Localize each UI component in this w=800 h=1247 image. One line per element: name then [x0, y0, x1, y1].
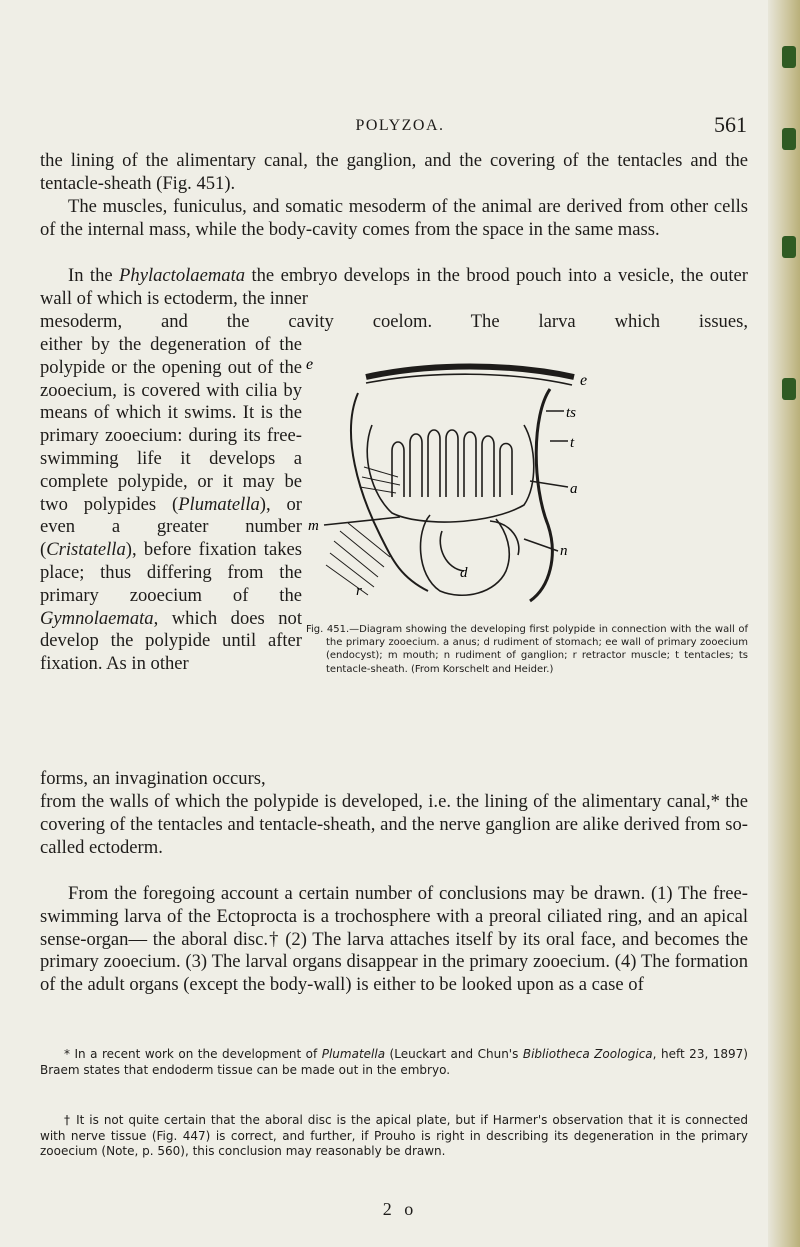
figure-caption	[306, 623, 748, 676]
running-header-title: POLYZOA.	[355, 117, 445, 134]
stomach-rudiment-outline	[421, 515, 510, 595]
zooecium-wall-top	[366, 367, 574, 378]
wrapped-continuation: forms, an invagination occurs,	[40, 768, 266, 789]
label-a: a	[570, 481, 578, 497]
label-t: t	[570, 435, 575, 451]
tentacle-shape	[482, 436, 494, 497]
caption-text: —Diagram showing the developing first polypide in connection with the wall of the primary zooecium. a anus; d rudiment of stomach; ee wall of primary zooecium (endocyst); m mouth; n rudiment of ganglion; r retractor muscle; t tentacles; ts tentacle-sheath. (From Korschelt and Heider.)	[326, 624, 748, 675]
polypide-diagram	[300, 355, 600, 615]
label-e-right: e	[580, 372, 588, 389]
gymnolaemata-term: Gymnolaemata	[40, 607, 154, 629]
paragraph-5: From the foregoing account a certain number of conclusions may be drawn. (1) The free-swimming larva of the Ectoprocta is a trochosphere with a preoral ciliated ring, and an apical sense-organ— the aboral disc.† (2) The larva attaches itself by its oral face, and becomes the primary zooecium. (3) The larval organs disappear in the primary zooecium. (4) The formation of the adult organs (except the body-wall) is either to be looked upon as a case of	[40, 883, 748, 996]
tentacle-shape	[464, 432, 476, 497]
tentacle-shape	[392, 442, 404, 497]
label-n: n	[560, 543, 568, 559]
wrapped-paragraph: either by the degeneration of the polypide or the opening out of the zooecium, is covered with cilia by means of which it swims. It is the primary zooecium: during its free-swimming life it develops a complete polypide, or it may be two polypides (Plumatella), or even a greater number (Cristatella), before fixation takes place; thus differing from the primary zooecium of the Gymnolaemata, which does not develop the polypide until after fixation. As in other	[40, 334, 303, 675]
zooecium-wall-inner-top	[366, 374, 572, 385]
leader-a	[530, 481, 568, 487]
page-edge-tab	[782, 46, 796, 68]
ganglion-rudiment	[490, 521, 519, 555]
label-ts: ts	[566, 405, 577, 421]
footnote-dagger: † It is not quite certain that the aboral disc is the apical plate, but if Harmer's observation that it is connected with nerve tissue (Fig. 447) is correct, and further, if Prouho is right in describing its degeneration in the primary zooecium (Note, p. 560), this conclusion may reasonably be drawn.	[40, 1113, 748, 1159]
mouth-region-hatch	[360, 467, 400, 493]
tentacle-shape	[446, 430, 458, 497]
tentacle-shape	[428, 430, 440, 497]
cristatella-term: Cristatella	[46, 539, 126, 561]
paragraph-2: The muscles, funiculus, and somatic mesoderm of the animal are derived from other cells of the internal mass, while the body-cavity comes from the space in the same mass.	[40, 196, 748, 240]
phylactolaemata-term: Phylactolaemata	[119, 265, 246, 286]
paragraph-3-line: mesoderm, and the cavity coelom. The larva which issues,	[40, 311, 748, 332]
page-edge-strip	[768, 0, 800, 1247]
signature-mark: 2 o	[382, 1199, 418, 1219]
leader-m	[324, 517, 400, 525]
tentacle-shape	[410, 434, 422, 497]
page-edge-tab	[782, 378, 796, 400]
label-m: m	[308, 518, 319, 534]
zooecium-wall-right	[530, 389, 552, 601]
plumatella-term: Plumatella	[178, 493, 260, 515]
page-number: 561	[714, 112, 747, 137]
paragraph-1: the lining of the alimentary canal, the ganglion, and the covering of the tentacles and the tentacle-sheath (Fig. 451).	[40, 150, 748, 194]
paragraph-4: from the walls of which the polypide is developed, i.e. the lining of the alimentary canal,* the covering of the tentacles and tentacle-sheath, and the nerve ganglion are alike derived from so-called ectoderm.	[40, 791, 748, 858]
label-e-left: e	[306, 356, 314, 373]
label-d: d	[460, 565, 468, 581]
paragraph-3: In the Phylactolaemata the embryo develops in the brood pouch into a vesicle, the outer wall of which is ectoderm, the inner	[40, 265, 748, 309]
label-r: r	[356, 583, 362, 599]
footnote-star: * In a recent work on the development of Plumatella (Leuckart and Chun's Bibliotheca Zoologica, heft 23, 1897) Braem states that endoderm tissue can be made out in the embryo.	[40, 1047, 748, 1077]
figure-451	[300, 355, 600, 615]
caption-label: Fig. 451.	[306, 624, 350, 635]
tentacle-shape	[500, 444, 512, 498]
page-edge-tab	[782, 236, 796, 258]
